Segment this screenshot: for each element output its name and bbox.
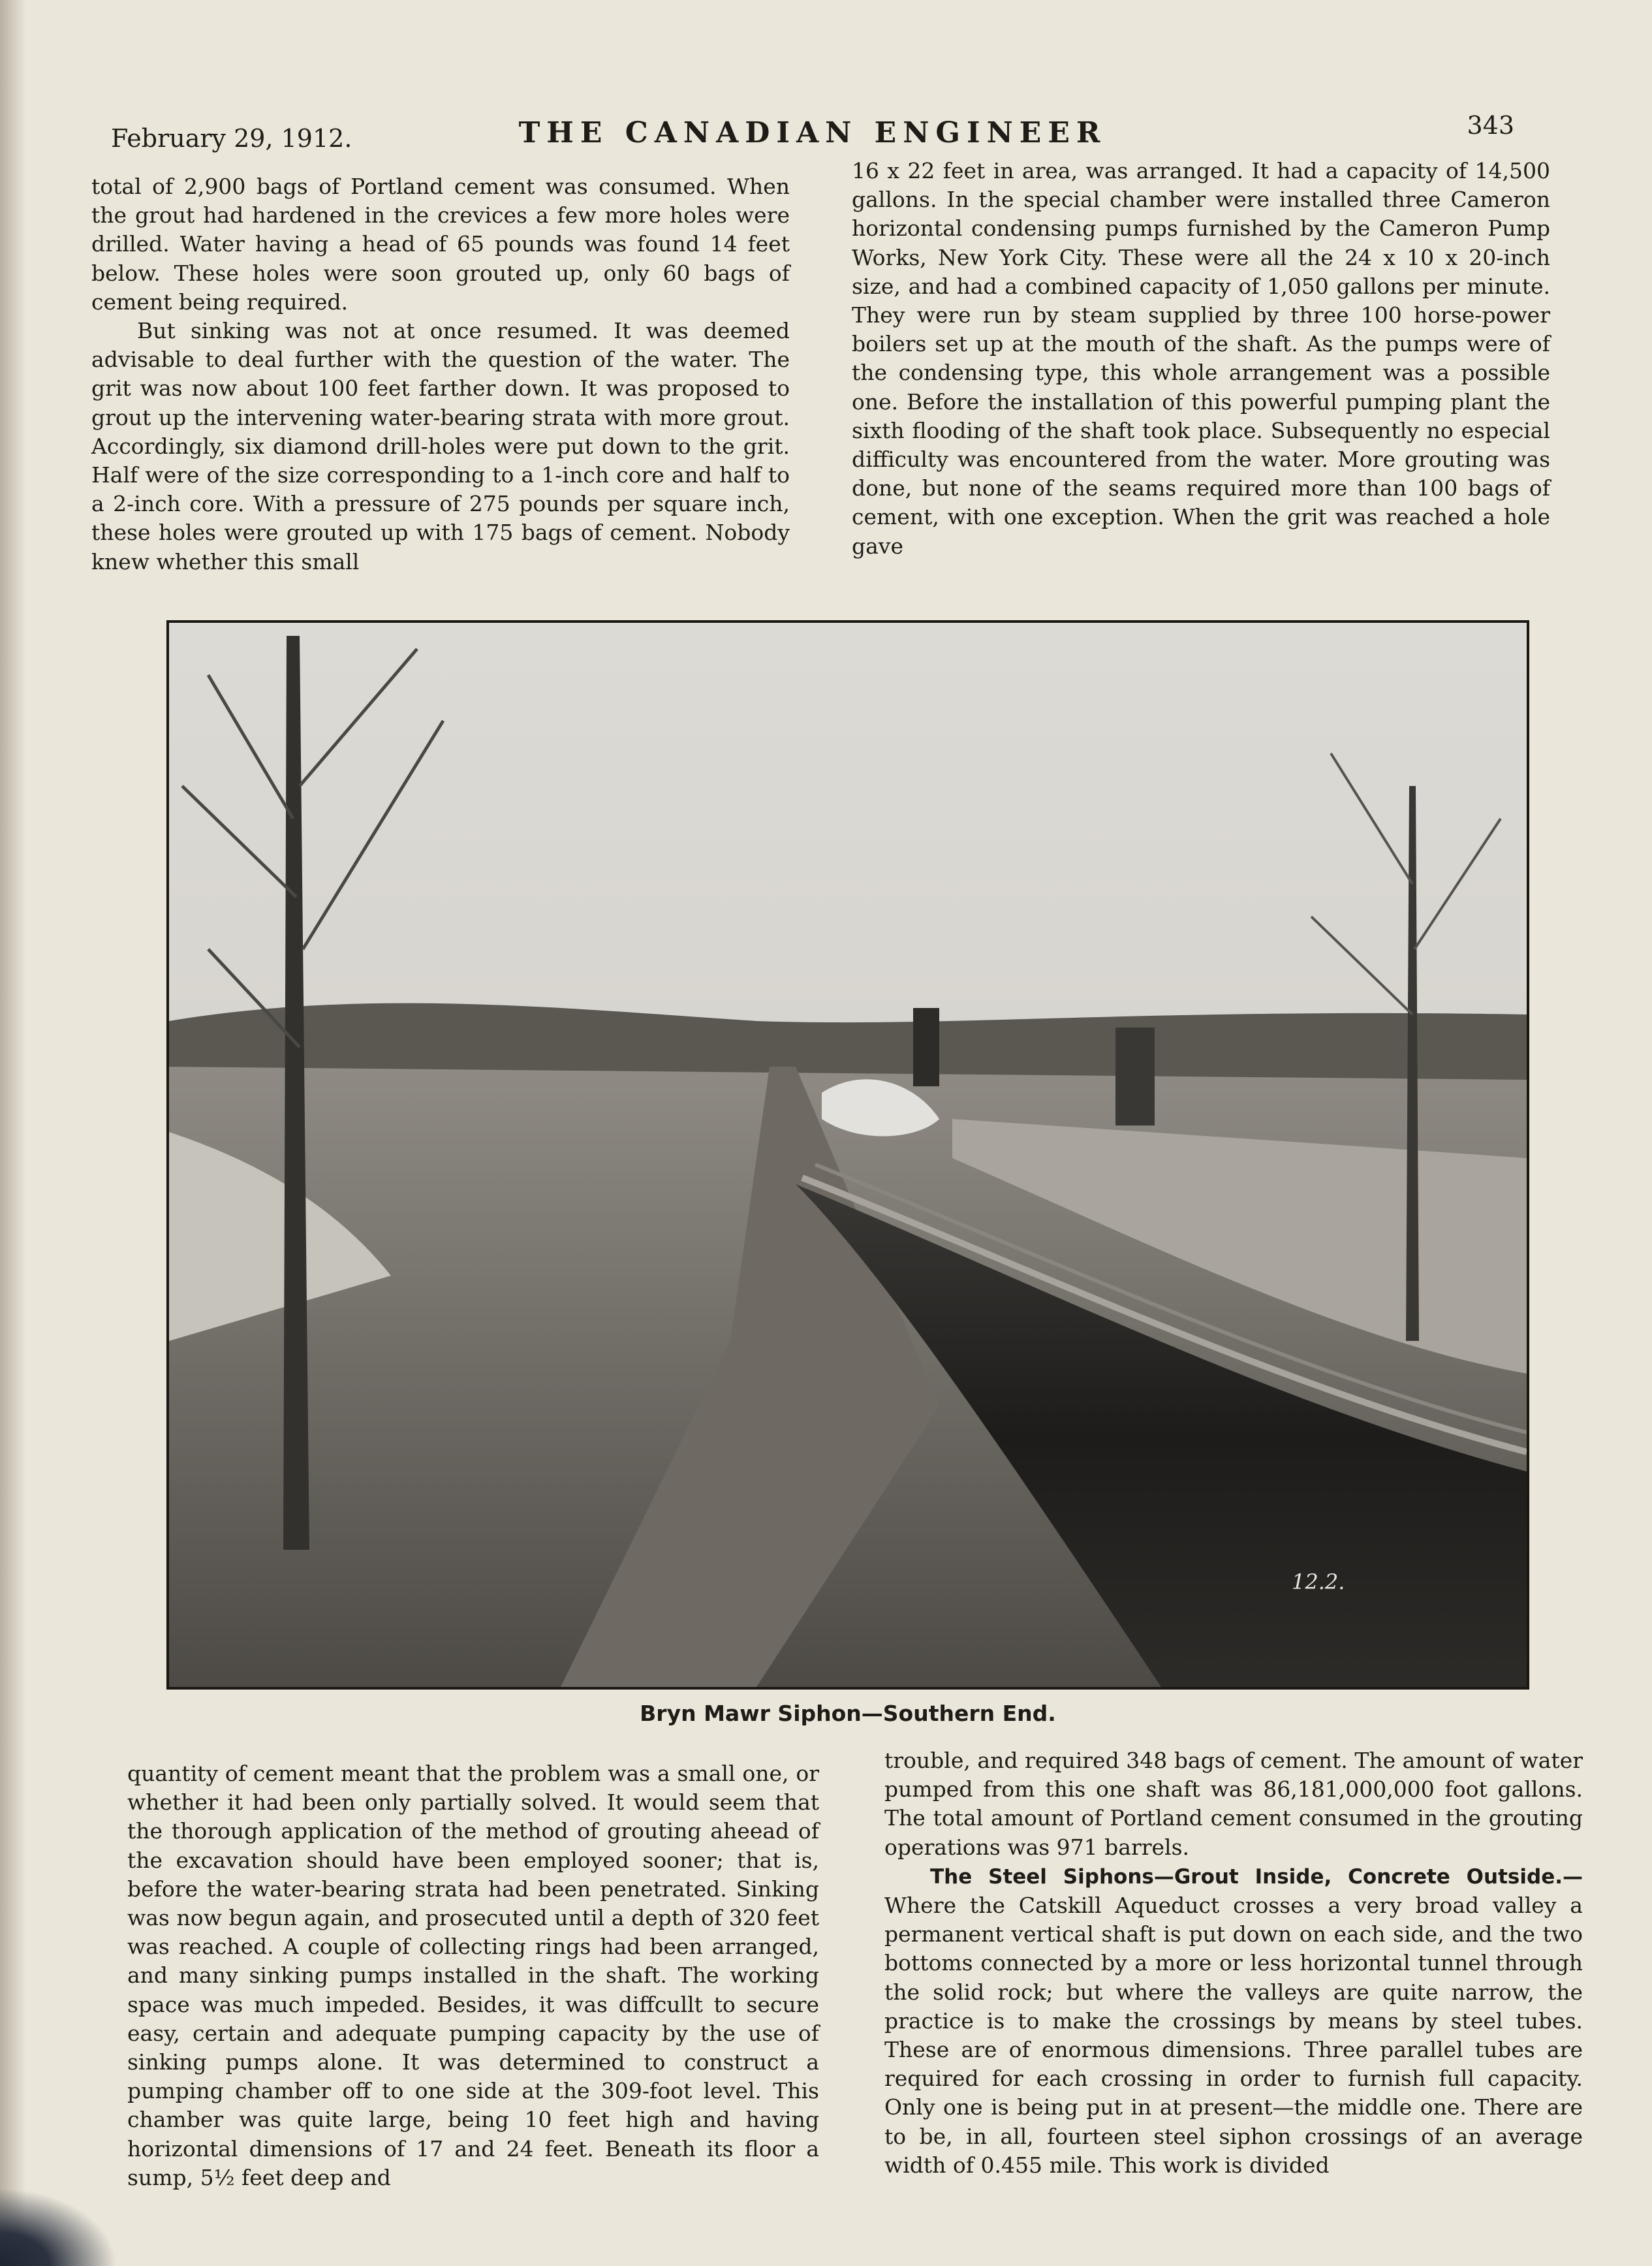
photo-plate-mark: 12.2. — [1292, 1569, 1345, 1594]
section-subheading: The Steel Siphons—Grout Inside, Concrete Outside.— — [930, 1865, 1583, 1889]
page-number: 343 — [1467, 111, 1514, 140]
page-corner-shadow — [0, 2188, 117, 2266]
running-header — [111, 111, 1514, 157]
header-date: February 29, 1912. — [111, 124, 352, 153]
paragraph: trouble, and required 348 bags of cement. The amount of water pumped from this one shaft was 86,181,000,000 foot gallons. The total amount of Portland cement consumed in the grouting operations was 971 barrels. — [884, 1748, 1583, 1860]
paragraph-text: Where the Catskill Aqueduct crosses a very broad valley a permanent vertical shaft is put down on each side, and the two bottoms connected by a more or less horizontal tunnel through the solid rock; but where the valleys are quite narrow, the practice is to make the crossings by means by steel tubes. These are of enormous dimensions. Three parallel tubes are required for each crossing in order to furnish full capacity. Only one is being put in at present—the middle one. There are to be, in all, fourteen steel siphon crossings of an average width of 0.455 mile. This work is divided — [884, 1893, 1583, 2178]
top-right-column — [852, 157, 1550, 561]
top-left-column — [91, 172, 790, 576]
section-paragraph — [884, 1862, 1583, 2180]
photo-caption: Bryn Mawr Siphon—Southern End. — [640, 1701, 1056, 1726]
paragraph: 16 x 22 feet in area, was arranged. It had a capacity of 14,500 gallons. In the special chamber were installed three Cameron horizontal condensing pumps furnished by the Cameron Pump Works, New York City. These were all the 24 x 10 x 20-inch size, and had a combined capacity of 1,050 gallons per minute. They were run by steam supplied by three 100 horse-power boilers set up at the mouth of the shaft. As the pumps were of the condensing type, this whole arrangement was a possible one. Before the installation of this powerful pumping plant the sixth flooding of the shaft took place. Subsequently no especial difficulty was encountered from the water. More grouting was done, but none of the seams required more than 100 bags of cement, with one exception. When the grit was reached a hole gave — [852, 158, 1550, 559]
page-binding-edge — [0, 0, 26, 2266]
bottom-right-column — [884, 1746, 1583, 2180]
paragraph: quantity of cement meant that the problem was a small one, or whether it had been only partially solved. It would seem that the thorough application of the method of grouting aheead of the excavation should have been employed sooner; that is, before the water-bearing strata had been penetrated. Sinking was now begun again, and prosecuted until a depth of 320 feet was reached. A couple of collecting rings had been arranged, and many sinking pumps installed in the shaft. The working space was much impeded. Besides, it was diffcullt to secure easy, certain and adequate pumping capacity by the use of sinking pumps alone. It was determined to construct a pumping chamber off to one side at the 309-foot level. This chamber was quite large, being 10 feet high and having horizontal dimensions of 17 and 24 feet. Beneath its floor a sump, 5½ feet deep and — [127, 1761, 819, 2190]
paragraph: total of 2,900 bags of Portland cement was consumed. When the grout had hardened in the crevices a few more holes were drilled. Water having a head of 65 pounds was found 14 feet below. These holes were soon grouted up, only 60 bags of cement being required. — [91, 174, 790, 315]
journal-title: THE CANADIAN ENGINEER — [518, 116, 1107, 149]
siphon-photograph — [166, 620, 1529, 1690]
bottom-left-column — [127, 1759, 819, 2192]
paragraph: But sinking was not at once resumed. It was deemed advisable to deal further with the question of the water. The grit was now about 100 feet farther down. It was proposed to grout up the intervening water-bearing strata with more grout. Accordingly, six diamond drill-holes were put down to the grit. Half were of the size corresponding to a 1-inch core and half to a 2-inch core. With a pressure of 275 pounds per square inch, these holes were grouted up with 175 bags of cement. Nobody knew whether this small — [91, 318, 790, 574]
